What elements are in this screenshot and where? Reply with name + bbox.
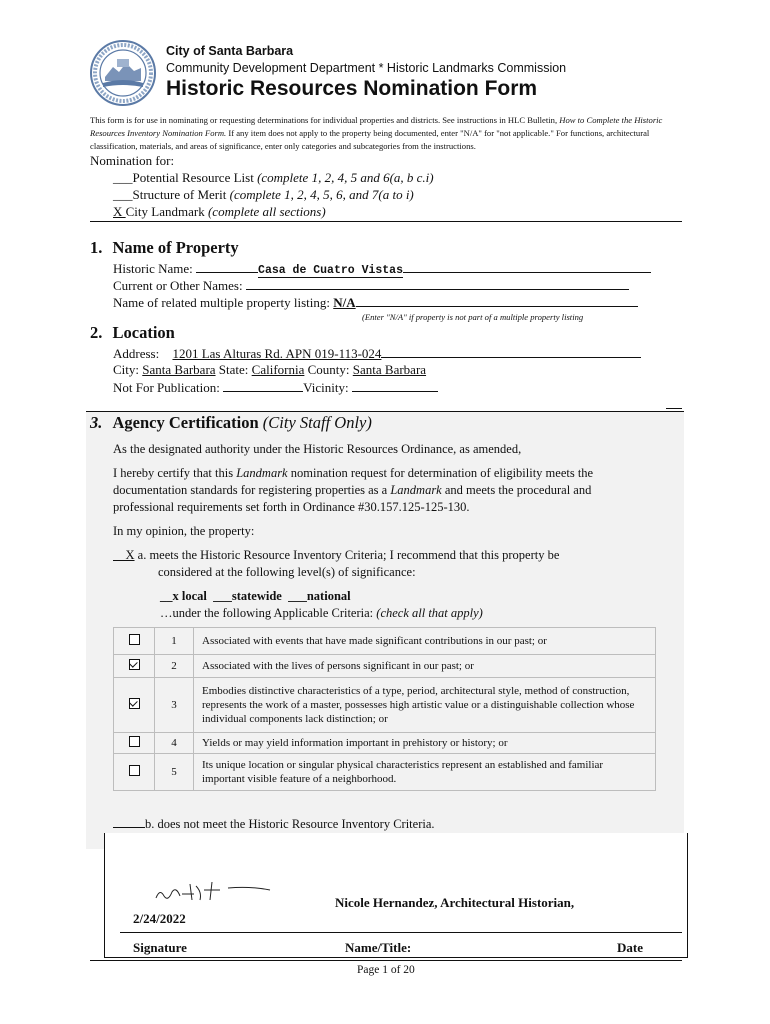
cert-landmark: Landmark — [390, 483, 442, 497]
criteria-note: (check all that apply) — [376, 606, 483, 620]
criteria-lead-text: …under the following Applicable Criteria: — [160, 606, 374, 620]
col-signature: Signature — [133, 940, 187, 955]
signer-name-title: Nicole Hernandez, Architectural Historian, — [335, 895, 575, 910]
county-label: County: — [307, 362, 350, 377]
cert-text: nomination request for determination of eligibility meets the — [290, 466, 594, 480]
criteria-checkbox-cell[interactable] — [114, 655, 155, 678]
criteria-checkbox-cell[interactable] — [114, 628, 155, 655]
criteria-text: Yields or may yield information important in prehistory or history; or — [194, 733, 656, 754]
section2-heading — [90, 323, 175, 343]
signature-line — [120, 932, 682, 933]
nomination-label: Nomination for: — [90, 153, 175, 168]
divider — [666, 408, 682, 409]
table-row — [114, 754, 656, 791]
nomination-option-note: (complete 1, 2, 4, 5 and 6(a, b c.i) — [257, 170, 434, 185]
section-title-note: (City Staff Only) — [262, 413, 372, 432]
publication-field[interactable] — [223, 379, 303, 392]
intro-text-1: This form is for use in nominating or requesting determinations for individual properties and districts. See instructions in HLC Bulletin, — [90, 115, 558, 125]
criteria-text: Associated with the lives of persons significant in our past; or — [194, 655, 656, 678]
cert-para-1: As the designated authority under the Historic Resources Ordinance, as amended, — [113, 442, 522, 456]
criteria-text: Its unique location or singular physical characteristics represent an established and familiar important visible feature of a neighborhood. — [194, 754, 656, 791]
criteria-number: 5 — [155, 754, 194, 791]
checkbox[interactable] — [129, 659, 140, 670]
cert-para-2 — [113, 465, 593, 482]
nomination-option-landmark — [113, 204, 326, 220]
multiple-listing-value[interactable]: N/A — [333, 295, 356, 310]
city-seal-logo — [89, 39, 157, 107]
col-name-title: Name/Title: — [345, 940, 412, 955]
option-a-mark[interactable] — [113, 548, 135, 562]
section-number: 2. — [90, 323, 103, 342]
vicinity-label: Vicinity: — [303, 380, 349, 395]
city-state-county-row — [113, 362, 426, 378]
address-value[interactable]: 1201 Las Alturas Rd. APN 019-113-024 — [172, 346, 382, 361]
option-a-mark-value: X — [125, 548, 135, 562]
option-a-text: a. meets the Historic Resource Inventory Criteria; I recommend that this property be — [137, 548, 560, 562]
option-a-text-line2: considered at the following level(s) of significance: — [158, 565, 416, 579]
cert-text: I hereby certify that this — [113, 466, 234, 480]
address-label: Address: — [113, 346, 160, 361]
col-date: Date — [617, 940, 643, 955]
table-row — [114, 628, 656, 655]
publication-label: Not For Publication: — [113, 380, 220, 395]
nomination-option-label: Structure of Merit — [132, 187, 227, 202]
option-b-mark[interactable] — [113, 815, 145, 828]
vicinity-field[interactable] — [352, 379, 438, 392]
nomination-option-note: (complete 1, 2, 4, 5, 6, and 7(a to i) — [229, 187, 414, 202]
state-label: State: — [218, 362, 249, 377]
significance-levels[interactable]: __x local ___statewide ___national — [160, 589, 351, 603]
cert-landmark: Landmark — [236, 466, 288, 480]
nomination-mark: ___ — [113, 170, 133, 185]
checkbox[interactable] — [129, 698, 140, 709]
nomination-mark: ___ — [113, 187, 133, 202]
intro-text-2: If any item does not apply to the property being documented, enter "N/A" for "not applicable." For functions, architectural classification, materials, and areas of significance, enter only categories and subcategories from the instructions. — [90, 128, 650, 151]
criteria-checkbox-cell[interactable] — [114, 733, 155, 754]
signature-date: 2/24/2022 — [133, 911, 186, 926]
blank-line — [356, 294, 638, 307]
form-title: Historic Resources Nomination Form — [166, 77, 538, 100]
table-row — [114, 678, 656, 733]
divider — [90, 221, 682, 222]
nomination-option-potential — [113, 170, 434, 186]
publication-row — [113, 379, 438, 396]
other-names-field[interactable] — [246, 277, 629, 290]
checkbox[interactable] — [129, 736, 140, 747]
multiple-listing-row — [113, 294, 638, 311]
checkbox[interactable] — [129, 765, 140, 776]
criteria-text: Embodies distinctive characteristics of a type, period, architectural style, method of construction, represents the work of a master, possesses high artistic value or a distinguishable collection whose individual components lack distinction; or — [194, 678, 656, 733]
criteria-checkbox-cell[interactable] — [114, 678, 155, 733]
blank-line — [381, 345, 641, 358]
section-number: 1. — [90, 238, 103, 257]
criteria-number: 2 — [155, 655, 194, 678]
signature-image — [150, 876, 335, 908]
nomination-option-merit — [113, 187, 414, 203]
section-title: Name of Property — [112, 238, 239, 257]
criteria-table — [113, 627, 656, 791]
criteria-checkbox-cell[interactable] — [114, 754, 155, 791]
historic-name-label: Historic Name: — [113, 261, 193, 276]
table-row — [114, 733, 656, 754]
cert-para-2-line2 — [113, 482, 591, 499]
multiple-listing-label: Name of related multiple property listing: — [113, 295, 330, 310]
section1-heading — [90, 238, 239, 258]
other-names-label: Current or Other Names: — [113, 278, 243, 293]
other-names-row — [113, 277, 629, 294]
section-number: 3. — [90, 413, 103, 432]
criteria-number: 4 — [155, 733, 194, 754]
address-row — [113, 345, 641, 362]
city-label: City: — [113, 362, 140, 377]
blank-line — [403, 260, 651, 273]
nomination-mark: X — [113, 204, 126, 219]
cert-text: documentation standards for registering properties as a — [113, 483, 388, 497]
checkbox[interactable] — [129, 634, 140, 645]
option-a-row — [113, 547, 559, 564]
city-value[interactable]: Santa Barbara — [142, 362, 216, 377]
criteria-number: 1 — [155, 628, 194, 655]
criteria-lead — [160, 605, 483, 622]
section-title: Location — [112, 323, 175, 342]
multiple-listing-note: (Enter "N/A" if property is not part of a multiple property listing — [362, 312, 584, 322]
county-value[interactable]: Santa Barbara — [352, 362, 427, 377]
department-name: Community Development Department * Historic Landmarks Commission — [166, 61, 567, 75]
nomination-option-label: Potential Resource List — [132, 170, 254, 185]
table-row — [114, 655, 656, 678]
historic-name-value[interactable]: Casa de Cuatro Vistas — [258, 264, 403, 277]
nomination-option-label: City Landmark — [125, 204, 205, 219]
cert-opinion: In my opinion, the property: — [113, 524, 255, 538]
blank-line — [196, 260, 258, 273]
cert-text: and meets the procedural and — [444, 483, 592, 497]
criteria-text: Associated with events that have made significant contributions in our past; or — [194, 628, 656, 655]
intro-paragraph — [90, 114, 682, 153]
section3-heading — [90, 413, 372, 433]
nomination-option-note: (complete all sections) — [207, 204, 326, 219]
option-b-text: b. does not meet the Historic Resource Inventory Criteria. — [145, 817, 435, 831]
state-value[interactable]: California — [251, 362, 305, 377]
page-number: Page 1 of 20 — [357, 964, 415, 976]
intro-bulletin-link: How to Complete the Historic Resources Inventory Nomination Form. — [90, 115, 663, 138]
section-title: Agency Certification — [112, 413, 259, 432]
footer-divider — [90, 960, 682, 961]
cert-para-2-line3: professional requirements set forth in Ordinance #30.157.125-125-130. — [113, 500, 470, 514]
option-b-row — [113, 815, 435, 833]
criteria-number: 3 — [155, 678, 194, 733]
city-name: City of Santa Barbara — [166, 44, 294, 58]
